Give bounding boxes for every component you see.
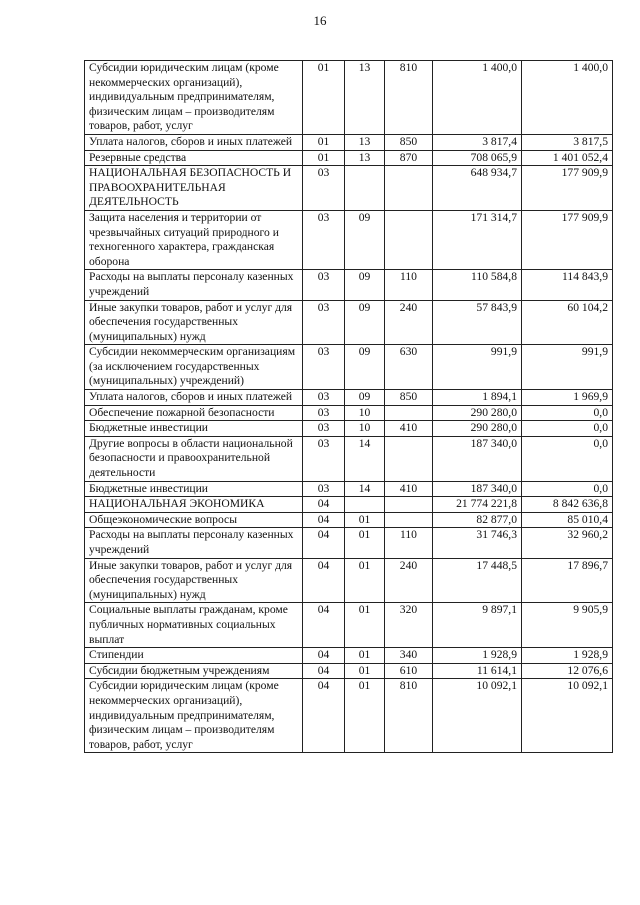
- cell-amount-year-2: 1 969,9: [522, 390, 613, 406]
- cell-amount-year-2: 12 076,6: [522, 663, 613, 679]
- cell-expense-type: 630: [385, 345, 433, 390]
- cell-subsection: 10: [345, 405, 385, 421]
- cell-section: 03: [303, 210, 345, 269]
- table-row: [85, 134, 613, 150]
- cell-expense-type: [385, 405, 433, 421]
- cell-section: 03: [303, 436, 345, 481]
- cell-section: 03: [303, 390, 345, 406]
- cell-amount-year-2: 0,0: [522, 481, 613, 497]
- cell-name: Бюджетные инвестиции: [85, 481, 303, 497]
- cell-section: 04: [303, 528, 345, 558]
- cell-expense-type: 810: [385, 61, 433, 135]
- cell-name: Защита населения и территории от чрезвычайных ситуаций природного и техногенного характера, гражданская оборона: [85, 210, 303, 269]
- cell-amount-year-2: 114 843,9: [522, 270, 613, 300]
- cell-name: Расходы на выплаты персоналу казенных учреждений: [85, 270, 303, 300]
- cell-name: Резервные средства: [85, 150, 303, 166]
- cell-subsection: 09: [345, 390, 385, 406]
- cell-section: 01: [303, 150, 345, 166]
- table-row: [85, 436, 613, 481]
- cell-amount-year-2: 1 928,9: [522, 648, 613, 664]
- cell-amount-year-1: 991,9: [433, 345, 522, 390]
- cell-amount-year-1: 11 614,1: [433, 663, 522, 679]
- table-row: [85, 663, 613, 679]
- table-row: [85, 421, 613, 437]
- cell-name: Субсидии юридическим лицам (кроме некоммерческих организаций), индивидуальным предпринимателям, физическим лицам – производителям товаров, работ, услуг: [85, 61, 303, 135]
- cell-expense-type: 850: [385, 134, 433, 150]
- cell-expense-type: [385, 512, 433, 528]
- cell-amount-year-1: 290 280,0: [433, 421, 522, 437]
- table-row: [85, 528, 613, 558]
- cell-amount-year-1: 187 340,0: [433, 481, 522, 497]
- cell-amount-year-2: 3 817,5: [522, 134, 613, 150]
- cell-expense-type: [385, 210, 433, 269]
- cell-subsection: 14: [345, 436, 385, 481]
- cell-amount-year-1: 110 584,8: [433, 270, 522, 300]
- cell-subsection: 13: [345, 150, 385, 166]
- cell-name: Расходы на выплаты персоналу казенных учреждений: [85, 528, 303, 558]
- cell-expense-type: 110: [385, 270, 433, 300]
- cell-amount-year-1: 1 894,1: [433, 390, 522, 406]
- cell-subsection: 01: [345, 648, 385, 664]
- cell-subsection: 01: [345, 528, 385, 558]
- cell-subsection: 01: [345, 603, 385, 648]
- table-row: [85, 210, 613, 269]
- cell-name: Уплата налогов, сборов и иных платежей: [85, 134, 303, 150]
- cell-amount-year-1: 187 340,0: [433, 436, 522, 481]
- cell-subsection: [345, 497, 385, 513]
- cell-name: Бюджетные инвестиции: [85, 421, 303, 437]
- page-number: 16: [313, 13, 327, 28]
- cell-amount-year-2: 10 092,1: [522, 679, 613, 753]
- cell-subsection: [345, 166, 385, 211]
- cell-expense-type: 850: [385, 390, 433, 406]
- cell-amount-year-2: 17 896,7: [522, 558, 613, 603]
- cell-amount-year-1: 708 065,9: [433, 150, 522, 166]
- cell-subsection: 09: [345, 210, 385, 269]
- cell-subsection: 01: [345, 663, 385, 679]
- cell-amount-year-2: 991,9: [522, 345, 613, 390]
- cell-section: 03: [303, 270, 345, 300]
- table-row: [85, 603, 613, 648]
- cell-section: 01: [303, 61, 345, 135]
- cell-expense-type: 870: [385, 150, 433, 166]
- cell-expense-type: 410: [385, 421, 433, 437]
- cell-amount-year-1: 648 934,7: [433, 166, 522, 211]
- budget-table-body: [85, 61, 613, 753]
- cell-name: Иные закупки товаров, работ и услуг для обеспечения государственных (муниципальных) нужд: [85, 558, 303, 603]
- cell-expense-type: 110: [385, 528, 433, 558]
- cell-subsection: 01: [345, 558, 385, 603]
- cell-amount-year-1: 57 843,9: [433, 300, 522, 345]
- cell-amount-year-1: 9 897,1: [433, 603, 522, 648]
- cell-subsection: 10: [345, 421, 385, 437]
- cell-amount-year-2: 0,0: [522, 405, 613, 421]
- cell-section: 04: [303, 663, 345, 679]
- table-row: [85, 61, 613, 135]
- cell-amount-year-1: 290 280,0: [433, 405, 522, 421]
- cell-subsection: 13: [345, 61, 385, 135]
- cell-amount-year-1: 31 746,3: [433, 528, 522, 558]
- cell-expense-type: 410: [385, 481, 433, 497]
- cell-section: 03: [303, 166, 345, 211]
- cell-name: НАЦИОНАЛЬНАЯ БЕЗОПАСНОСТЬ И ПРАВООХРАНИТЕЛЬНАЯ ДЕЯТЕЛЬНОСТЬ: [85, 166, 303, 211]
- cell-expense-type: 340: [385, 648, 433, 664]
- cell-amount-year-1: 3 817,4: [433, 134, 522, 150]
- cell-name: Субсидии юридическим лицам (кроме некоммерческих организаций), индивидуальным предпринимателям, физическим лицам – производителям товаров, работ, услуг: [85, 679, 303, 753]
- table-row: [85, 300, 613, 345]
- cell-amount-year-2: 32 960,2: [522, 528, 613, 558]
- table-row: [85, 405, 613, 421]
- cell-subsection: 09: [345, 300, 385, 345]
- cell-expense-type: [385, 166, 433, 211]
- cell-section: 04: [303, 497, 345, 513]
- cell-amount-year-2: 0,0: [522, 421, 613, 437]
- cell-section: 03: [303, 481, 345, 497]
- table-row: [85, 512, 613, 528]
- cell-subsection: 13: [345, 134, 385, 150]
- cell-expense-type: 240: [385, 558, 433, 603]
- cell-name: Социальные выплаты гражданам, кроме публичных нормативных социальных выплат: [85, 603, 303, 648]
- cell-name: Иные закупки товаров, работ и услуг для обеспечения государственных (муниципальных) нужд: [85, 300, 303, 345]
- table-row: [85, 679, 613, 753]
- table-row: [85, 481, 613, 497]
- cell-amount-year-2: 177 909,9: [522, 166, 613, 211]
- cell-amount-year-1: 10 092,1: [433, 679, 522, 753]
- table-row: [85, 558, 613, 603]
- cell-amount-year-2: 1 401 052,4: [522, 150, 613, 166]
- cell-amount-year-2: 8 842 636,8: [522, 497, 613, 513]
- cell-section: 04: [303, 603, 345, 648]
- cell-subsection: 01: [345, 679, 385, 753]
- cell-amount-year-1: 1 928,9: [433, 648, 522, 664]
- cell-name: Субсидии бюджетным учреждениям: [85, 663, 303, 679]
- cell-expense-type: 810: [385, 679, 433, 753]
- cell-amount-year-1: 17 448,5: [433, 558, 522, 603]
- cell-section: 04: [303, 558, 345, 603]
- cell-name: Обеспечение пожарной безопасности: [85, 405, 303, 421]
- cell-amount-year-2: 177 909,9: [522, 210, 613, 269]
- budget-table: [84, 60, 613, 753]
- cell-amount-year-1: 82 877,0: [433, 512, 522, 528]
- table-row: [85, 390, 613, 406]
- cell-amount-year-2: 85 010,4: [522, 512, 613, 528]
- cell-amount-year-1: 21 774 221,8: [433, 497, 522, 513]
- table-row: [85, 648, 613, 664]
- cell-name: Уплата налогов, сборов и иных платежей: [85, 390, 303, 406]
- cell-expense-type: [385, 436, 433, 481]
- cell-expense-type: 610: [385, 663, 433, 679]
- cell-expense-type: 320: [385, 603, 433, 648]
- cell-amount-year-1: 1 400,0: [433, 61, 522, 135]
- cell-subsection: 01: [345, 512, 385, 528]
- cell-amount-year-2: 1 400,0: [522, 61, 613, 135]
- cell-expense-type: 240: [385, 300, 433, 345]
- cell-name: Общеэкономические вопросы: [85, 512, 303, 528]
- cell-amount-year-2: 60 104,2: [522, 300, 613, 345]
- cell-subsection: 09: [345, 345, 385, 390]
- cell-section: 03: [303, 345, 345, 390]
- cell-section: 04: [303, 512, 345, 528]
- table-row: [85, 270, 613, 300]
- cell-section: 03: [303, 300, 345, 345]
- cell-amount-year-2: 9 905,9: [522, 603, 613, 648]
- cell-subsection: 14: [345, 481, 385, 497]
- cell-subsection: 09: [345, 270, 385, 300]
- cell-name: Стипендии: [85, 648, 303, 664]
- cell-name: НАЦИОНАЛЬНАЯ ЭКОНОМИКА: [85, 497, 303, 513]
- cell-section: 01: [303, 134, 345, 150]
- table-row: [85, 166, 613, 211]
- cell-section: 03: [303, 405, 345, 421]
- table-row: [85, 497, 613, 513]
- cell-section: 03: [303, 421, 345, 437]
- cell-amount-year-1: 171 314,7: [433, 210, 522, 269]
- cell-section: 04: [303, 648, 345, 664]
- cell-name: Субсидии некоммерческим организациям (за исключением государственных (муниципальных) учреждений): [85, 345, 303, 390]
- cell-amount-year-2: 0,0: [522, 436, 613, 481]
- table-row: [85, 345, 613, 390]
- cell-name: Другие вопросы в области национальной безопасности и правоохранительной деятельности: [85, 436, 303, 481]
- table-row: [85, 150, 613, 166]
- cell-section: 04: [303, 679, 345, 753]
- cell-expense-type: [385, 497, 433, 513]
